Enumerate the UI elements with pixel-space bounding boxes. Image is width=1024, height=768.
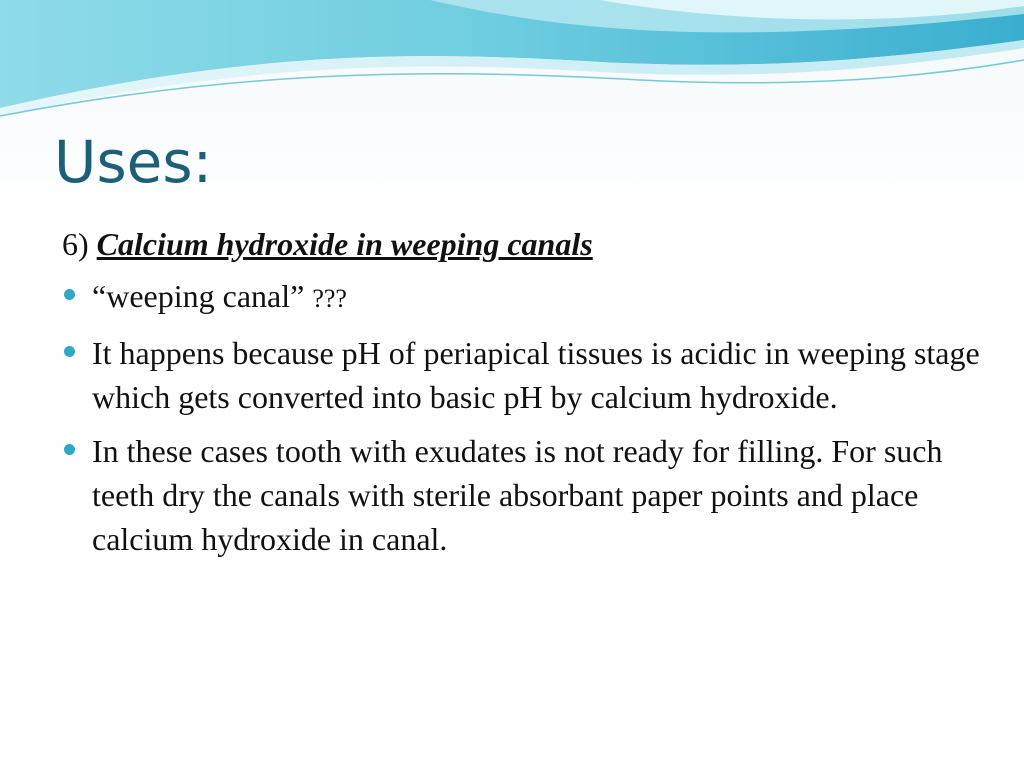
list-item-suffix: ??? [312,284,347,313]
bullet-icon [64,289,75,300]
section-number: 6) [62,226,89,262]
slide-title: Uses: [54,128,213,196]
list-item [62,274,982,321]
decorative-wave-header [0,0,1024,130]
list-item [62,429,982,561]
section-topic: Calcium hydroxide in weeping canals [96,226,593,262]
section-heading [62,222,982,266]
list-item [62,331,982,419]
list-item-text: In these cases tooth with exudates is not ready for filling. For such teeth dry the canals with sterile absorbant paper points and place calcium hydroxide in canal. [92,433,943,557]
list-item-text: “weeping canal” [92,278,305,314]
list-item-text: It happens because pH of periapical tissues is acidic in weeping stage which gets converted into basic pH by calcium hydroxide. [92,335,980,415]
bullet-icon [64,346,75,357]
bullet-list [62,274,982,561]
bullet-icon [64,444,75,455]
slide-body [62,222,982,571]
